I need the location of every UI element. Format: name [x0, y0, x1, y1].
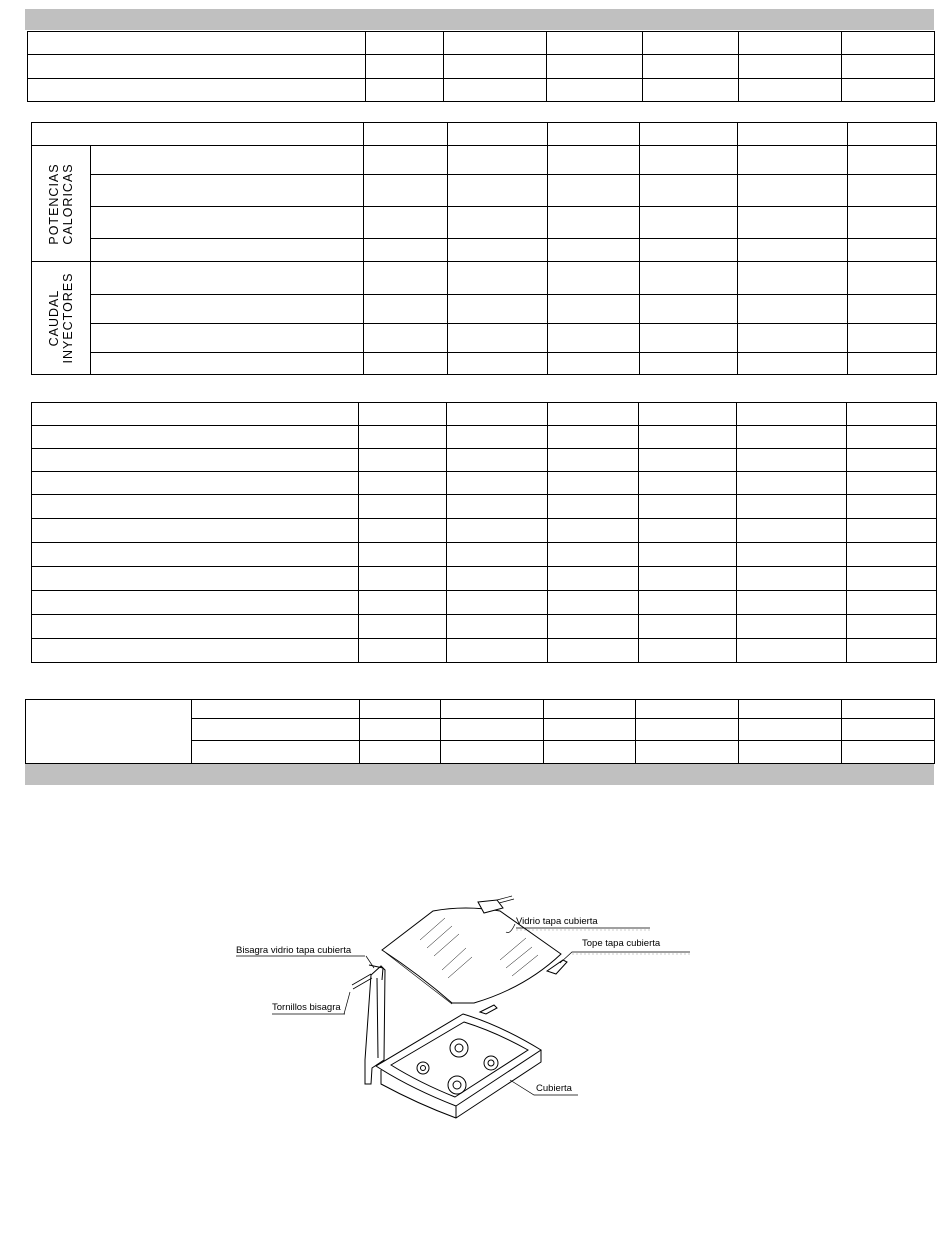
potencias-caloricas-label: POTENCIAS CALORICAS: [32, 146, 91, 262]
label-tope-tapa: Tope tapa cubierta: [582, 938, 661, 949]
label-tornillos: Tornillos bisagra: [272, 1002, 341, 1013]
label-cubierta: Cubierta: [536, 1083, 572, 1094]
label-vidrio-tapa: Vidrio tapa cubierta: [516, 916, 598, 927]
label-bisagra: Bisagra vidrio tapa cubierta: [236, 945, 352, 956]
caudal-inyectores-label: CAUDAL INYECTORES: [32, 262, 91, 375]
